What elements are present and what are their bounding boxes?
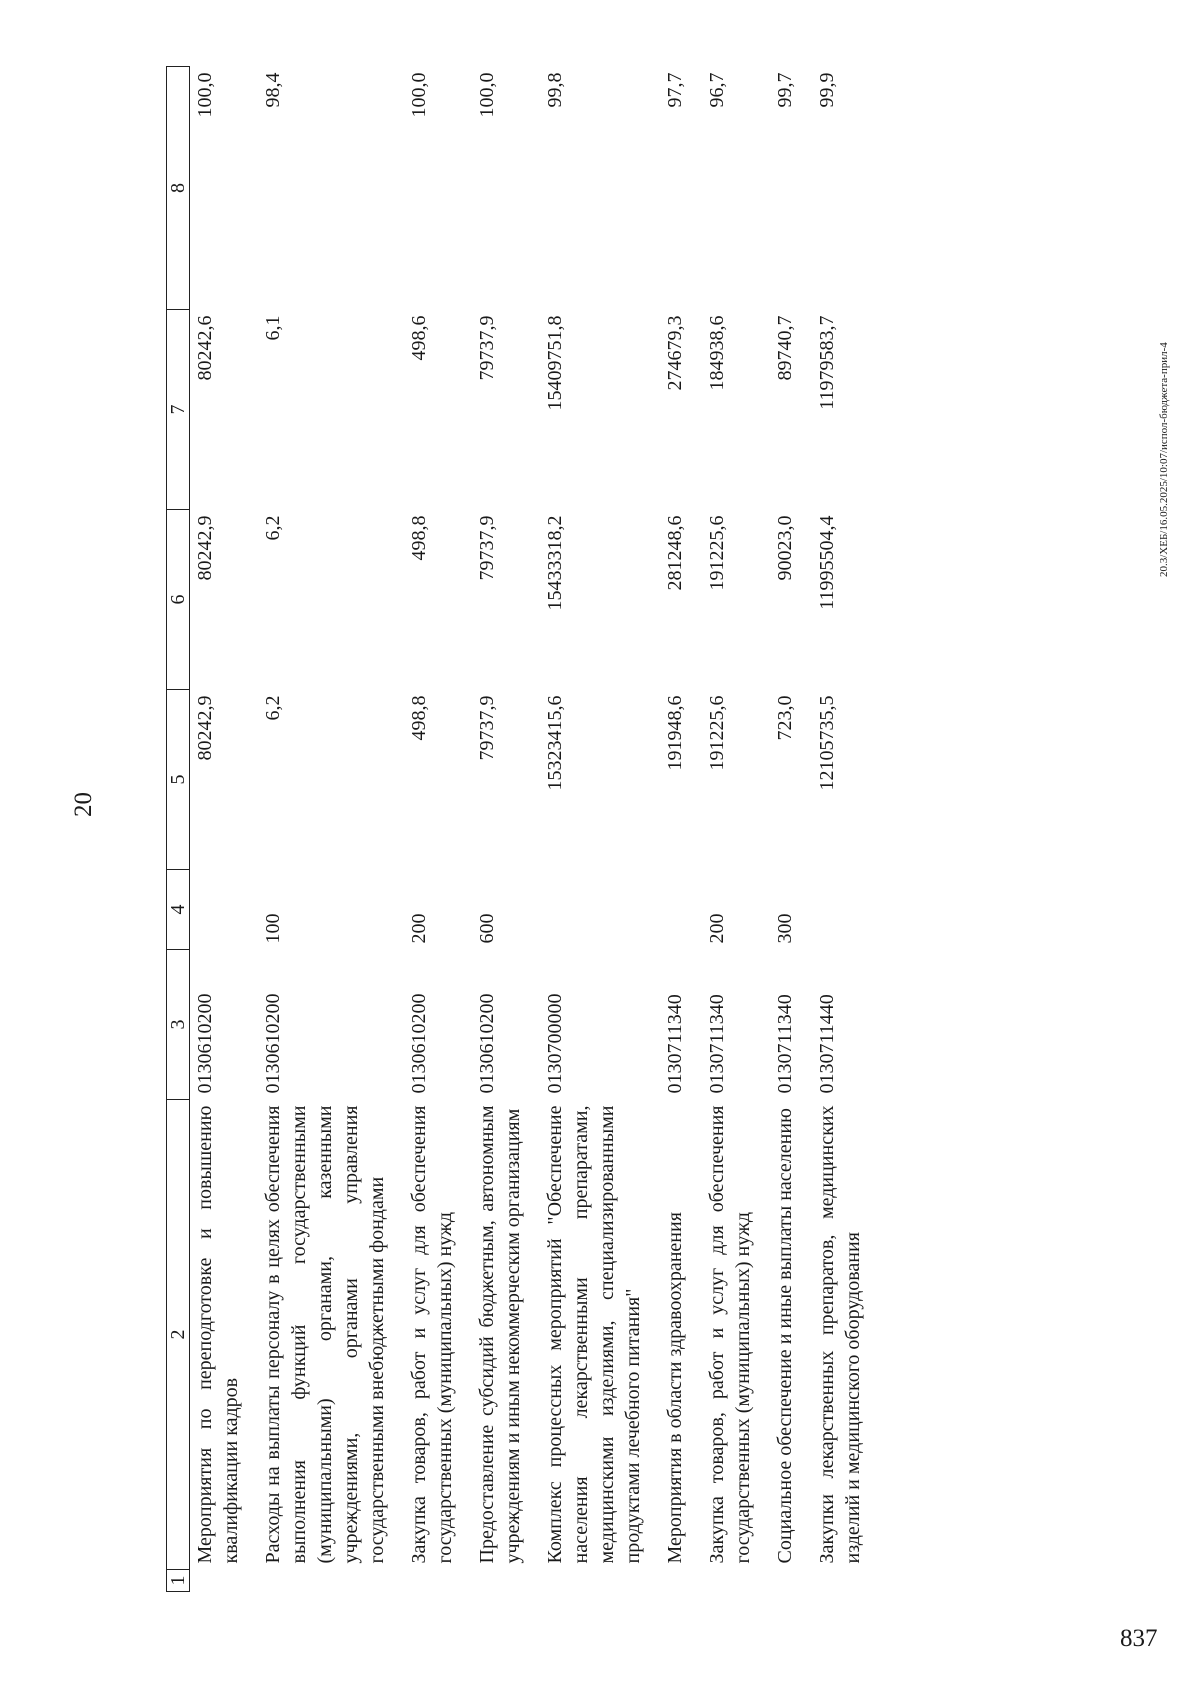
value-col6: 79737,9 — [476, 515, 498, 581]
row-number-cell — [702, 1570, 770, 1592]
target-code: 0130610200 — [476, 993, 498, 1094]
column-header: 5 — [167, 690, 190, 870]
document-code: 20.3/ХЕБ/16.05.2025/10:07/испол-бюджета-прил-4 — [1158, 342, 1170, 577]
table-row — [812, 67, 880, 1592]
value-col8: 99,7 — [774, 72, 796, 108]
expense-type-code — [660, 870, 702, 950]
column-header: 3 — [167, 950, 190, 1100]
table-row — [770, 67, 812, 1592]
table-row — [660, 67, 702, 1592]
expense-type-code — [190, 870, 259, 950]
value-col7: 15409751,8 — [544, 315, 566, 411]
value-col6: 11995504,4 — [816, 515, 838, 610]
expense-name: Закупки лекарственных препаратов, медицинских изделий и медицинского оборудования — [816, 1105, 864, 1564]
expense-type-code — [812, 870, 880, 950]
column-header: 8 — [167, 67, 190, 310]
expense-name: Закупка товаров, работ и услуг для обеспечения государственных (муниципальных) нужд — [706, 1105, 754, 1564]
value-col8: 96,7 — [706, 72, 728, 108]
column-header: 2 — [167, 1100, 190, 1570]
table-row — [190, 67, 259, 1592]
value-col5: 15323415,6 — [544, 695, 566, 791]
expense-name: Социальное обеспечение и иные выплаты населению — [774, 1108, 796, 1564]
value-col8: 99,9 — [816, 72, 838, 108]
expense-name: Расходы на выплаты персоналу в целях обеспечения выполнения функций государственными (муниципальными) органами, казенными учреждениями, органами управления государственными внебюджетными фондами — [262, 1105, 388, 1564]
target-code: 0130711440 — [816, 994, 838, 1094]
expense-type-code: 100 — [262, 913, 284, 944]
value-col5: 191225,6 — [706, 695, 728, 771]
target-code: 0130610200 — [262, 993, 284, 1094]
value-col5: 723,0 — [774, 695, 796, 741]
row-number-cell — [812, 1570, 880, 1592]
expense-name: Закупка товаров, работ и услуг для обеспечения государственных (муниципальных) нужд — [408, 1105, 456, 1564]
expense-name: Мероприятия по переподготовке и повышению квалификации кадров — [194, 1105, 242, 1564]
value-col8: 98,4 — [262, 72, 284, 108]
target-code: 0130610200 — [194, 993, 216, 1094]
value-col8: 97,7 — [664, 72, 686, 108]
expense-name: Мероприятия в области здравоохранения — [664, 1212, 686, 1564]
value-col5: 12105735,5 — [816, 695, 838, 791]
value-col5: 498,8 — [408, 695, 430, 741]
value-col6: 498,8 — [408, 515, 430, 561]
expense-type-code: 200 — [408, 913, 430, 944]
value-col5: 80242,9 — [194, 695, 216, 761]
value-col8: 99,8 — [544, 72, 566, 108]
value-col6: 191225,6 — [706, 515, 728, 591]
value-col7: 89740,7 — [774, 315, 796, 381]
value-col7: 6,1 — [262, 315, 284, 341]
row-number-cell — [660, 1570, 702, 1592]
expense-type-code: 600 — [476, 913, 498, 944]
expense-type-code: 300 — [774, 913, 796, 944]
row-number-cell — [404, 1570, 472, 1592]
page-number: 20 — [70, 792, 97, 817]
value-col6: 80242,9 — [194, 515, 216, 581]
column-header: 7 — [167, 310, 190, 510]
expense-name: Комплекс процессных мероприятий "Обеспечение населения лекарственными препаратами, медицинскими изделиями, специализированными продуктами лечебного питания" — [544, 1105, 644, 1564]
value-col7: 274679,3 — [664, 315, 686, 391]
value-col5: 191948,6 — [664, 695, 686, 771]
column-number-row — [167, 67, 190, 1592]
target-code: 0130711340 — [706, 994, 728, 1094]
value-col6: 6,2 — [262, 515, 284, 541]
value-col8: 100,0 — [476, 72, 498, 118]
row-number-cell — [472, 1570, 540, 1592]
column-header: 1 — [167, 1570, 190, 1592]
value-col5: 6,2 — [262, 695, 284, 721]
footer-page-number: 837 — [1120, 1625, 1158, 1652]
value-col6: 281248,6 — [664, 515, 686, 591]
budget-table — [166, 66, 880, 1592]
table-row — [404, 67, 472, 1592]
target-code: 0130610200 — [408, 993, 430, 1094]
value-col7: 11979583,7 — [816, 315, 838, 410]
table-row — [258, 67, 404, 1592]
table-row — [540, 67, 660, 1592]
value-col7: 498,6 — [408, 315, 430, 361]
expense-type-code: 200 — [706, 913, 728, 944]
column-header: 4 — [167, 870, 190, 950]
row-number-cell — [258, 1570, 404, 1592]
target-code: 0130711340 — [774, 994, 796, 1094]
target-code: 0130711340 — [664, 994, 686, 1094]
expense-type-code — [540, 870, 660, 950]
row-number-cell — [190, 1570, 259, 1592]
expense-name: Предоставление субсидий бюджетным, автономным учреждениям и иным некоммерческим организациям — [476, 1105, 524, 1564]
column-header: 6 — [167, 510, 190, 690]
value-col8: 100,0 — [408, 72, 430, 118]
table-row — [472, 67, 540, 1592]
value-col6: 15433318,2 — [544, 515, 566, 611]
value-col6: 90023,0 — [774, 515, 796, 581]
value-col7: 184938,6 — [706, 315, 728, 391]
row-number-cell — [770, 1570, 812, 1592]
value-col5: 79737,9 — [476, 695, 498, 761]
table-row — [702, 67, 770, 1592]
value-col7: 79737,9 — [476, 315, 498, 381]
value-col7: 80242,6 — [194, 315, 216, 381]
row-number-cell — [540, 1570, 660, 1592]
target-code: 0130700000 — [544, 993, 566, 1094]
value-col8: 100,0 — [194, 72, 216, 118]
